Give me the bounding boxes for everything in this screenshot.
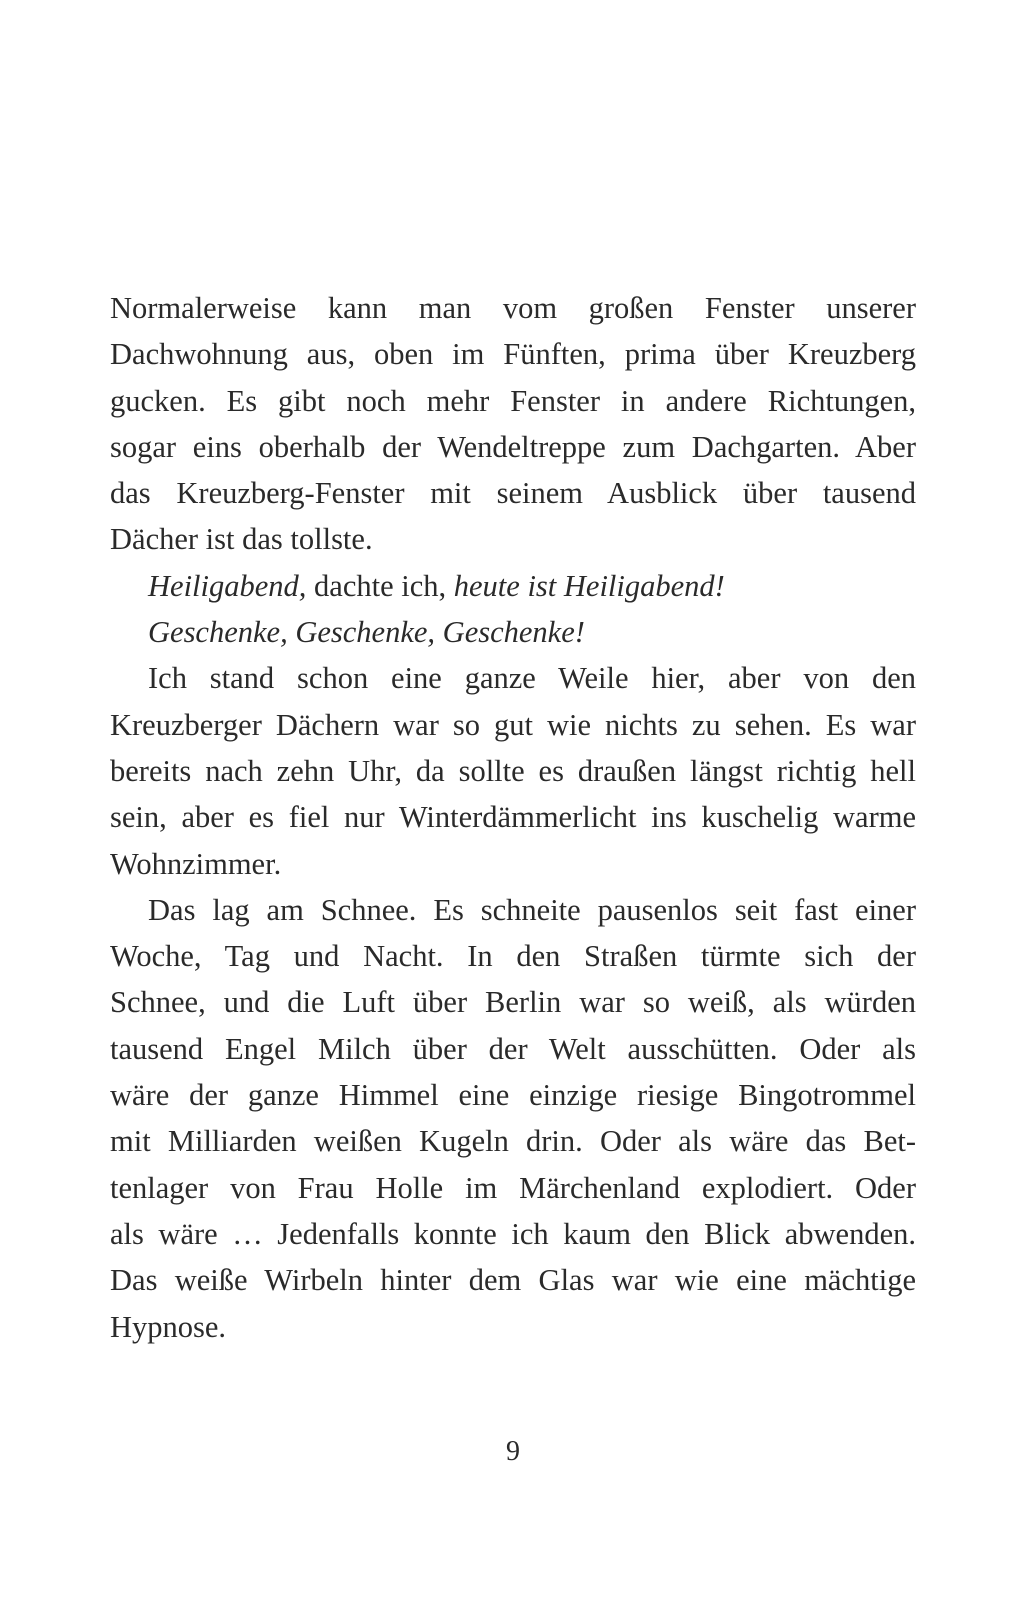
body-text [110,285,916,1350]
text-line: Normalerweise kann man vom großen Fenster unserer [110,291,916,325]
text-line: mit Milliarden weißen Kugeln drin. Oder als wäre das Bet- [110,1124,916,1159]
text-line: Woche, Tag und Nacht. In den Straßen türmte sich der [110,939,916,974]
text-line: Kreuzberger Dächern war so gut wie nichts zu sehen. Es war [110,707,916,742]
text-line: bereits nach zehn Uhr, da sollte es draußen längst richtig hell [110,753,916,788]
text-line: sein, aber es fiel nur Winterdämmerlicht ins kuschelig warme [110,800,916,835]
text-line: tenlager von Frau Holle im Märchenland explodiert. Oder [110,1170,916,1205]
page-number: 9 [506,1436,520,1467]
text-line: Wohnzimmer. [110,846,282,881]
plain-text: dachte ich, [306,568,454,603]
text-line: Dächer ist das tollste. [110,522,373,557]
italic-text: Heiligabend, [148,568,307,603]
text-line-thought: Geschenke, Geschenke, Geschenke! [148,615,585,650]
text-line: Dachwohnung aus, oben im Fünften, prima über Kreuzberg [110,337,916,372]
text-line: sogar eins oberhalb der Wendeltreppe zum Dachgarten. Aber [110,429,916,464]
text-line: gucken. Es gibt noch mehr Fenster in andere Richtungen, [110,383,916,418]
italic-text: heute ist Heiligabend! [453,568,725,603]
text-line: das Kreuzberg-Fenster mit seinem Ausblick über tausend [110,476,916,511]
text-line: wäre der ganze Himmel eine einzige riesige Bingotrommel [110,1078,916,1113]
text-line: tausend Engel Milch über der Welt ausschütten. Oder als [110,1031,916,1066]
text-line: Hypnose. [110,1309,227,1344]
text-line: als wäre … Jedenfalls konnte ich kaum den Blick abwenden. [110,1216,916,1251]
text-line: Das lag am Schnee. Es schneite pausenlos seit fast einer [148,892,916,927]
text-line: Ich stand schon eine ganze Weile hier, aber von den [148,661,916,696]
text-line: Das weiße Wirbeln hinter dem Glas war wie eine mächtige [110,1263,916,1298]
text-line: Schnee, und die Luft über Berlin war so weiß, als würden [110,985,916,1020]
text-line-thought [110,563,916,609]
